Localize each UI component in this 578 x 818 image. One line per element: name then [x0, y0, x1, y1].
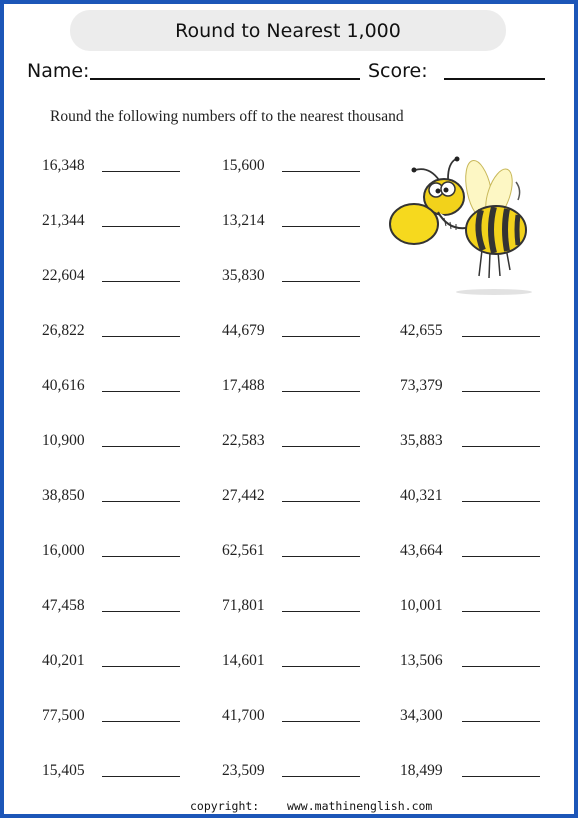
problem-number: 71,801 — [222, 597, 265, 614]
problem-item — [222, 374, 382, 429]
problem-number: 13,506 — [400, 652, 443, 669]
problem-number: 10,001 — [400, 597, 443, 614]
problem-item — [42, 264, 202, 319]
problem-item — [400, 594, 560, 649]
answer-blank[interactable] — [462, 501, 540, 502]
problem-number: 35,883 — [400, 432, 443, 449]
problem-column-3 — [400, 319, 560, 814]
instructions: Round the following numbers off to the nearest thousand — [50, 108, 404, 125]
answer-blank[interactable] — [282, 501, 360, 502]
bee-icon — [384, 152, 544, 302]
answer-blank[interactable] — [282, 556, 360, 557]
problem-item — [222, 209, 382, 264]
answer-blank[interactable] — [102, 171, 180, 172]
answer-blank[interactable] — [282, 611, 360, 612]
answer-blank[interactable] — [282, 666, 360, 667]
problem-item — [222, 594, 382, 649]
answer-blank[interactable] — [462, 336, 540, 337]
answer-blank[interactable] — [462, 391, 540, 392]
problem-item — [42, 594, 202, 649]
problem-item — [222, 484, 382, 539]
problem-item — [42, 429, 202, 484]
problem-column-1 — [42, 154, 202, 814]
problem-number: 40,616 — [42, 377, 85, 394]
bee-illustration — [384, 152, 544, 302]
answer-blank[interactable] — [282, 391, 360, 392]
problem-number: 73,379 — [400, 377, 443, 394]
problem-number: 77,500 — [42, 707, 85, 724]
problem-number: 16,348 — [42, 157, 85, 174]
problem-item — [42, 539, 202, 594]
problem-number: 27,442 — [222, 487, 265, 504]
problem-item — [400, 374, 560, 429]
problem-number: 38,850 — [42, 487, 85, 504]
problem-item — [400, 649, 560, 704]
answer-blank[interactable] — [462, 721, 540, 722]
problem-item — [42, 374, 202, 429]
answer-blank[interactable] — [102, 446, 180, 447]
problem-number: 13,214 — [222, 212, 265, 229]
problem-column-2 — [222, 154, 382, 814]
problem-number: 15,600 — [222, 157, 265, 174]
answer-blank[interactable] — [282, 721, 360, 722]
worksheet-title: Round to Nearest 1,000 — [70, 10, 506, 51]
problem-item — [42, 209, 202, 264]
answer-blank[interactable] — [102, 666, 180, 667]
problem-number: 40,201 — [42, 652, 85, 669]
problem-item — [42, 154, 202, 209]
answer-blank[interactable] — [282, 171, 360, 172]
answer-blank[interactable] — [102, 611, 180, 612]
problem-number: 26,822 — [42, 322, 85, 339]
problem-number: 23,509 — [222, 762, 265, 779]
answer-blank[interactable] — [282, 446, 360, 447]
name-label: Name: — [27, 60, 90, 82]
problem-item — [42, 704, 202, 759]
problem-number: 62,561 — [222, 542, 265, 559]
answer-blank[interactable] — [102, 501, 180, 502]
problem-item — [222, 649, 382, 704]
problem-item — [400, 429, 560, 484]
problem-number: 10,900 — [42, 432, 85, 449]
problem-number: 15,405 — [42, 762, 85, 779]
problem-number: 16,000 — [42, 542, 85, 559]
problem-number: 35,830 — [222, 267, 265, 284]
problem-item — [400, 539, 560, 594]
answer-blank[interactable] — [462, 776, 540, 777]
problem-number: 14,601 — [222, 652, 265, 669]
problem-item — [400, 484, 560, 539]
answer-blank[interactable] — [282, 281, 360, 282]
answer-blank[interactable] — [102, 721, 180, 722]
problem-item — [222, 264, 382, 319]
problem-item — [222, 429, 382, 484]
problem-item — [42, 484, 202, 539]
answer-blank[interactable] — [282, 336, 360, 337]
problem-number: 40,321 — [400, 487, 443, 504]
answer-blank[interactable] — [102, 556, 180, 557]
answer-blank[interactable] — [462, 666, 540, 667]
answer-blank[interactable] — [462, 446, 540, 447]
problem-number: 41,700 — [222, 707, 265, 724]
score-answer-line[interactable] — [444, 78, 545, 80]
problem-item — [42, 649, 202, 704]
problem-number: 42,655 — [400, 322, 443, 339]
name-answer-line[interactable] — [90, 78, 360, 80]
answer-blank[interactable] — [102, 391, 180, 392]
problem-item — [222, 704, 382, 759]
problem-number: 34,300 — [400, 707, 443, 724]
answer-blank[interactable] — [282, 226, 360, 227]
answer-blank[interactable] — [102, 336, 180, 337]
answer-blank[interactable] — [102, 281, 180, 282]
problem-item — [400, 319, 560, 374]
problem-item — [42, 759, 202, 814]
problem-number: 17,488 — [222, 377, 265, 394]
answer-blank[interactable] — [282, 776, 360, 777]
copyright-site: www.mathinenglish.com — [286, 799, 433, 813]
copyright-footer — [190, 799, 432, 813]
problem-number: 43,664 — [400, 542, 443, 559]
problem-item — [42, 319, 202, 374]
problem-number: 21,344 — [42, 212, 85, 229]
answer-blank[interactable] — [462, 611, 540, 612]
answer-blank[interactable] — [102, 226, 180, 227]
problem-item — [222, 154, 382, 209]
answer-blank[interactable] — [462, 556, 540, 557]
problem-number: 22,583 — [222, 432, 265, 449]
copyright-label: copyright: — [190, 799, 260, 813]
problem-item — [222, 539, 382, 594]
answer-blank[interactable] — [102, 776, 180, 777]
problem-number: 22,604 — [42, 267, 85, 284]
problem-number: 18,499 — [400, 762, 443, 779]
problem-item — [400, 704, 560, 759]
problem-item — [222, 319, 382, 374]
problem-number: 47,458 — [42, 597, 85, 614]
score-label: Score: — [368, 60, 428, 82]
problem-number: 44,679 — [222, 322, 265, 339]
